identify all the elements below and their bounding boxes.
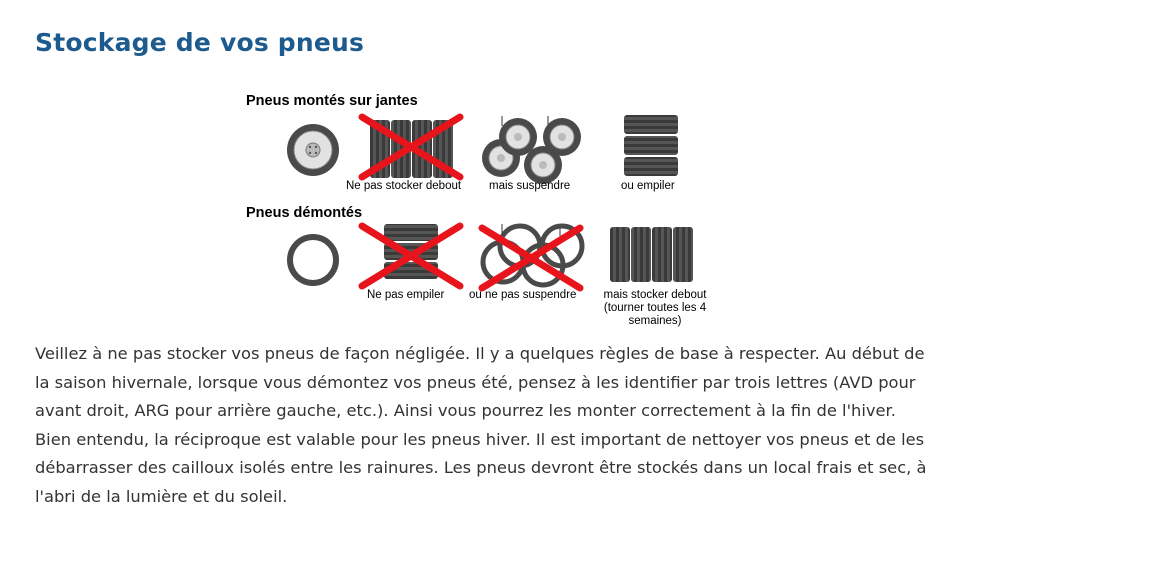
unmounted-tire-icon <box>290 237 336 283</box>
unmounted-heading: Pneus démontés <box>246 205 363 221</box>
caption-store-standing-3: semaines) <box>628 315 682 327</box>
article-body <box>35 340 935 512</box>
mounted-wheel-icon <box>287 124 339 176</box>
page-title: Stockage de vos pneus <box>35 28 365 57</box>
paragraph: Veillez à ne pas stocker vos pneus de façon négligée. Il y a quelques règles de base à respecter. Au début de la saison hivernale, lorsque vous démontez vos pneus été, pensez à les identifier par trois lettres (AVD pour avant droit, ARG pour arrière gauche, etc.). Ainsi vous pourrez les monter correctement à la fin de l'hiver. <box>35 344 925 421</box>
tire-storage-illustration <box>238 90 728 335</box>
caption-do-not-hang: ou ne pas suspendre <box>469 289 577 301</box>
paragraph: Bien entendu, la réciproque est valable pour les pneus hiver. Il est important de nettoyer vos pneus et de les débarrasser des cailloux isolés entre les rainures. Les pneus devront être stockés dans un local frais et sec, à l'abri de la lumière et du soleil. <box>35 429 927 506</box>
caption-store-standing-1: mais stocker debout <box>603 289 707 301</box>
mounted-heading: Pneus montés sur jantes <box>246 93 418 109</box>
caption-but-hang: mais suspendre <box>489 180 571 192</box>
caption-do-not-store-standing: Ne pas stocker debout <box>346 180 462 192</box>
stacked-tires-icon <box>624 115 678 176</box>
caption-or-stack: ou empiler <box>621 180 675 192</box>
caption-store-standing-2: (tourner toutes les 4 <box>603 302 707 314</box>
standing-unmounted-tires-icon <box>610 227 693 282</box>
hanging-wheels-icon <box>482 116 581 184</box>
caption-do-not-stack: Ne pas empiler <box>367 289 445 301</box>
